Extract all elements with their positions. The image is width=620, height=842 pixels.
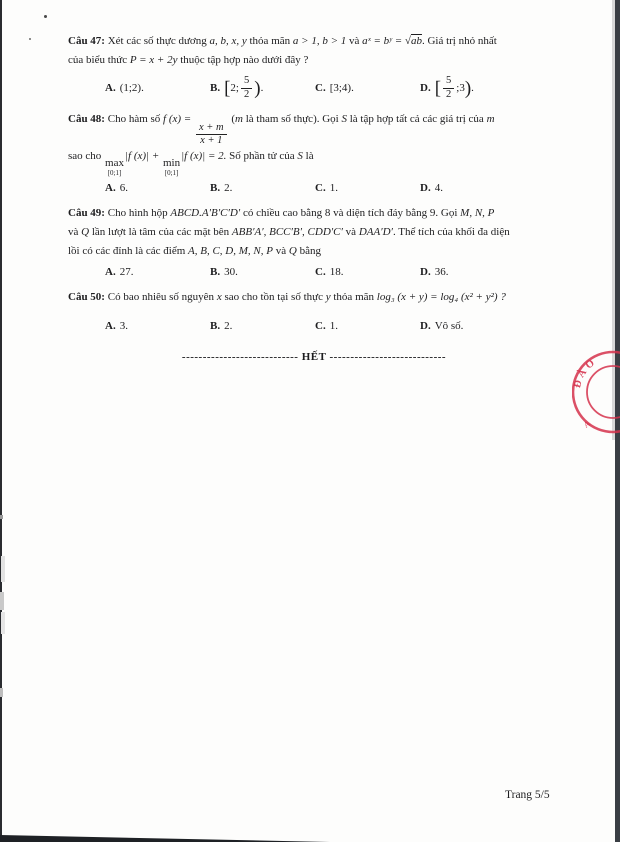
option-label: C. (315, 182, 326, 195)
option-label: C. (315, 320, 326, 333)
option-label: B. (210, 81, 221, 94)
scan-artifact (1, 612, 5, 634)
option-value: 3. (119, 320, 128, 333)
option-label: A. (105, 182, 116, 195)
question-text: thuộc tập hợp nào dưới đây ? (180, 54, 309, 66)
question-48-line-1 (68, 110, 560, 147)
question-text: sao cho (68, 150, 102, 163)
question-text: lần lượt là tâm của các mặt bên (91, 226, 230, 239)
scan-edge-bottom (0, 835, 330, 842)
close-paren: ) (254, 77, 261, 99)
question-text: thỏa mãn (333, 291, 375, 304)
open-bracket: [ (224, 77, 231, 99)
question-47 (68, 32, 560, 104)
option-a (105, 317, 210, 336)
question-50-options (105, 317, 560, 336)
question-text: Cho hàm số (107, 113, 161, 125)
option-value: (1;2). (119, 81, 144, 94)
option-value: 2. (224, 320, 233, 333)
math-variable: Q (81, 226, 90, 239)
math-variables: a, b, x, y (209, 35, 247, 47)
math-expression: f (x) = (163, 113, 192, 125)
math-expression: DAA′D′ (358, 226, 393, 239)
math-expression: |f (x)| = 2. (181, 150, 227, 163)
math-variable: Q (288, 245, 297, 258)
radical-sign: √ (404, 35, 411, 47)
operator-name: max (105, 157, 124, 170)
math-variable: S (341, 113, 347, 125)
option-label: B. (210, 182, 221, 195)
option-c (315, 263, 420, 282)
option-c (315, 179, 420, 198)
question-text: sao cho tồn tại số thực (224, 291, 323, 304)
option-value: 36. (434, 266, 449, 279)
math-variables: M, N, P (460, 207, 495, 220)
option-b (210, 317, 315, 336)
math-variable: y (325, 291, 331, 304)
fraction-numerator: 5 (443, 75, 454, 88)
exam-page-content (68, 32, 560, 367)
question-text: và (349, 35, 360, 47)
math-expression: a > 1, b > 1 (292, 35, 347, 47)
math-expression: ABCD.A′B′C′D′ (170, 207, 241, 220)
math-expression: P = x + 2y (129, 54, 178, 66)
math-expression: |f (x)| + (125, 150, 160, 163)
option-value: 1. (329, 182, 338, 195)
question-label: Câu 47: (68, 35, 105, 47)
scan-artifact (0, 592, 4, 610)
option-label: D. (420, 320, 431, 333)
option-value: 27. (119, 266, 134, 279)
radicand: ab (410, 35, 422, 47)
fraction-denominator: 2 (243, 88, 250, 100)
question-text: Xét các số thực dương (107, 35, 207, 47)
option-a (105, 263, 210, 282)
option-value: . (471, 81, 474, 94)
question-label: Câu 48: (68, 113, 105, 125)
scan-artifact (1, 556, 5, 582)
question-text: là tập hợp tất cả các giá trị của (349, 113, 484, 125)
option-label: A. (105, 320, 116, 333)
option-b (210, 179, 315, 198)
math-expression: CDD′C′ (307, 226, 343, 239)
stamp-arc-text: ĐÀO (572, 356, 600, 390)
question-text: thỏa mãn (249, 35, 291, 47)
option-a (105, 179, 210, 198)
fraction-denominator: x + 1 (200, 135, 223, 147)
option-label: C. (315, 81, 326, 94)
option-b (210, 72, 315, 104)
question-text: và (68, 226, 79, 239)
operator-subscript: [0;1] (164, 169, 179, 178)
question-text: Cho hình hộp (107, 207, 168, 220)
option-d (420, 317, 560, 336)
option-label: B. (210, 320, 221, 333)
max-operator (105, 158, 124, 177)
scan-edge-left (0, 0, 2, 842)
question-48-line-2 (68, 147, 560, 177)
scan-artifact-dot (29, 38, 31, 40)
fraction-numerator: x + m (196, 122, 227, 135)
question-text: ( (231, 113, 235, 125)
fraction-denominator: 2 (446, 88, 452, 100)
page-number-label: Trang 5/5 (505, 789, 550, 801)
math-expression: ABB′A′, (231, 226, 267, 239)
option-b (210, 263, 315, 282)
question-text: bằng (299, 245, 321, 258)
math-variable: S (297, 150, 303, 163)
fraction (443, 75, 454, 100)
question-text: Có bao nhiêu số nguyên (107, 291, 215, 304)
option-c (315, 317, 420, 336)
option-value: 4. (434, 182, 443, 195)
scan-artifact-dot (44, 15, 47, 18)
question-text: . Giá trị nhỏ nhất (421, 35, 497, 47)
question-49-options (105, 263, 560, 282)
question-49-line-2 (68, 223, 560, 242)
question-label: Câu 50: (68, 291, 105, 304)
question-49-line-1 (68, 204, 560, 223)
math-expression: log₃ (x + y) = log₄ (x² + y²) ? (376, 291, 506, 304)
option-c (315, 72, 420, 104)
option-value: 6. (119, 182, 128, 195)
question-50 (68, 288, 560, 336)
option-value: [3;4). (329, 81, 354, 94)
question-text: là tham số thực). Gọi (245, 113, 339, 125)
option-d (420, 72, 560, 104)
end-marker-dashes: ---------------------------- (329, 351, 447, 364)
question-text: Số phần tử của (229, 150, 295, 163)
fraction (241, 75, 252, 100)
question-50-line-1 (68, 288, 560, 307)
math-variable: x (216, 291, 222, 304)
min-operator (163, 158, 180, 177)
option-label: D. (420, 182, 431, 195)
fraction (196, 122, 227, 147)
open-bracket: [ (434, 77, 442, 99)
math-variable: m (486, 113, 495, 125)
option-label: A. (105, 266, 116, 279)
question-49 (68, 204, 560, 282)
stamp-inner-ring (587, 366, 620, 418)
option-label: C. (315, 266, 326, 279)
option-value: 2; (230, 81, 239, 94)
red-stamp (572, 350, 620, 440)
math-expression: aˣ = bʸ = (362, 35, 403, 47)
option-value: ;3 (456, 81, 465, 94)
fraction-numerator: 5 (241, 75, 252, 88)
option-label: B. (210, 266, 221, 279)
option-value: 18. (329, 266, 344, 279)
option-label: D. (420, 266, 431, 279)
question-47-line-2 (68, 51, 560, 70)
option-label: A. (105, 81, 116, 94)
question-text: và (345, 226, 357, 239)
question-48 (68, 110, 560, 198)
option-label: D. (420, 81, 431, 94)
operator-name: min (163, 157, 181, 170)
question-text: là (305, 150, 314, 163)
option-a (105, 72, 210, 104)
option-value: . (260, 81, 264, 94)
option-value: 1. (329, 320, 338, 333)
math-variables: A, B, C, D, M, N, P (188, 245, 273, 258)
question-text: và (275, 245, 287, 258)
scan-artifact (0, 688, 3, 697)
question-text: có chiều cao bằng 8 và diện tích đáy bằng 9. Gọi (242, 207, 458, 220)
question-text: lồi có các đỉnh là các điểm (68, 245, 186, 258)
question-text: của biểu thức (68, 54, 128, 66)
math-variable: m (235, 113, 243, 125)
end-marker (68, 348, 560, 367)
scan-artifact (0, 515, 3, 519)
question-text: . Thể tích của khối đa diện (392, 226, 510, 239)
operator-subscript: [0;1] (107, 169, 122, 178)
question-49-line-3 (68, 242, 560, 261)
question-47-options (105, 72, 560, 104)
end-marker-label: HẾT (301, 351, 327, 364)
math-expression: BCC′B′, (269, 226, 305, 239)
question-label: Câu 49: (68, 207, 105, 220)
radical-expression (405, 35, 422, 47)
option-value: Vô số. (434, 320, 464, 333)
option-d (420, 263, 560, 282)
question-47-line-1 (68, 32, 560, 51)
option-value: 2. (224, 182, 233, 195)
question-48-options (105, 179, 560, 198)
page-footer (505, 786, 550, 805)
option-value: 30. (224, 266, 238, 279)
end-marker-dashes: ---------------------------- (181, 351, 299, 364)
option-d (420, 179, 560, 198)
stamp-mark: A (581, 418, 592, 430)
close-paren: ) (464, 77, 472, 99)
